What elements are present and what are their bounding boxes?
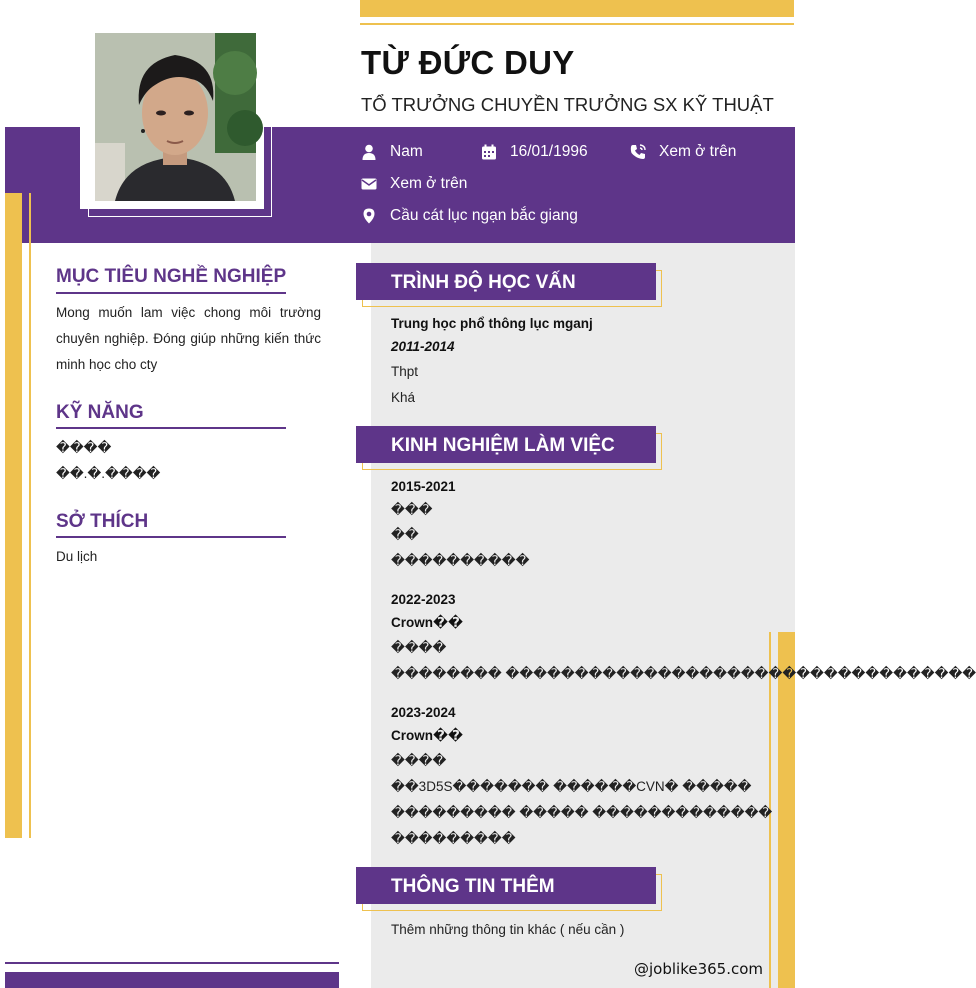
profile-photo [95,33,256,201]
job-line: ���� [391,640,447,655]
objective-heading: MỤC TIÊU NGHỀ NGHIỆP [56,266,287,287]
contact-address [361,207,578,225]
hobbies-heading: SỞ THÍCH [56,511,149,532]
education-grade: Khá [391,390,416,405]
extra-heading: THÔNG TIN THÊM [391,876,555,897]
job-line: ���� [391,753,447,768]
hobbies-underline [56,536,286,538]
top-accent-bar [360,0,794,17]
skill-item: ���� [56,440,112,455]
phone-icon [630,144,646,160]
education-years: 2011-2014 [391,339,455,354]
job-company: Crown�� [391,615,464,630]
bottom-accent-bar [5,972,339,988]
watermark: @joblike365.com [634,960,764,978]
calendar-icon [481,144,497,160]
contact-gender [361,143,423,161]
skill-item: ��.�.���� [56,466,161,481]
job-line: ��������� [391,831,516,846]
candidate-position: TỔ TRƯỞNG CHUYỀN TRƯỞNG SX KỸ THUẬT [361,94,774,115]
experience-heading: KINH NGHIỆM LÀM VIỆC [391,435,615,456]
envelope-icon [361,176,377,192]
job-line: �� [391,527,419,542]
education-heading: TRÌNH ĐỘ HỌC VẤN [391,272,576,293]
job-line: ���������� [391,553,530,568]
extra-text: Thêm những thông tin khác ( nếu cần ) [391,922,625,937]
bottom-accent-line [5,962,339,964]
skills-heading: KỸ NĂNG [56,402,144,423]
top-accent-line [360,23,794,25]
job-years: 2022-2023 [391,592,456,607]
objective-underline [56,292,286,294]
hobbies-text: Du lịch [56,549,98,564]
education-school: Trung học phổ thông lục mganj [391,316,593,331]
contact-email[interactable] [361,175,467,193]
gender-value: Nam [390,143,423,160]
left-accent-line [29,193,31,838]
contact-birthday [481,143,588,161]
phone-value: Xem ở trên [659,143,737,160]
job-line: �������� ���������������������������������� [391,666,976,681]
education-major: Thpt [391,364,419,379]
candidate-name: TỪ ĐỨC DUY [361,44,575,81]
job-company: Crown�� [391,728,464,743]
email-value: Xem ở trên [390,175,468,192]
right-accent-bar [778,632,795,988]
job-line: ��� [391,502,433,517]
job-line: ��������� ����� ������������� [391,805,773,820]
skills-underline [56,427,286,429]
user-icon [361,144,377,160]
birthday-value: 16/01/1996 [510,143,588,160]
left-accent-bar [5,193,22,838]
job-line: ��3D5S������� ������CVN� ����� [391,779,752,794]
location-pin-icon [361,208,377,224]
job-years: 2023-2024 [391,705,456,720]
objective-text: Mong muốn lam việc chong môi trường chuyên nghiệp. Đóng giúp những kiến thức minh học cho cty [56,305,321,372]
address-value: Cầu cát lục ngạn bắc giang [390,207,578,224]
contact-phone[interactable] [630,143,736,161]
job-years: 2015-2021 [391,479,456,494]
